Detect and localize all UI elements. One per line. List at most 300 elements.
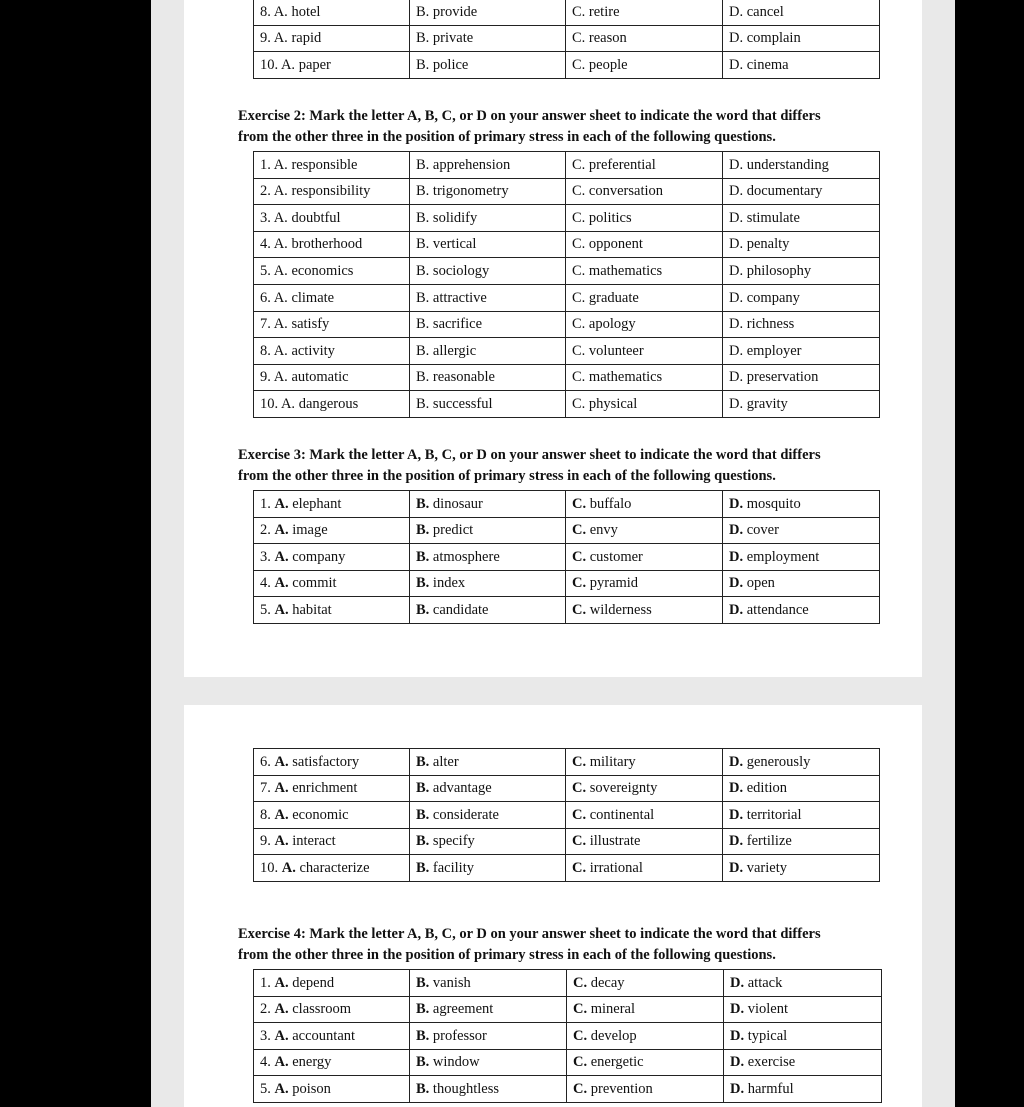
exercise1-table <box>253 0 880 79</box>
option-letter: B. <box>416 859 430 876</box>
option-letter: A. <box>280 395 296 412</box>
option-b-cell <box>410 855 566 882</box>
option-word: reason <box>588 30 627 47</box>
option-b-cell <box>410 52 566 79</box>
option-letter: A. <box>273 30 288 47</box>
option-word: envy <box>589 522 618 539</box>
option-letter: C. <box>573 1027 588 1044</box>
option-letter: D. <box>730 1080 745 1097</box>
option-letter: A. <box>274 833 289 850</box>
option-b-cell <box>410 802 566 829</box>
question-number: 8. <box>260 342 271 359</box>
question-number: 3. <box>260 209 271 226</box>
table-row <box>254 517 880 544</box>
option-c-cell <box>566 258 723 285</box>
option-a-cell <box>254 544 410 571</box>
option-letter: C. <box>573 974 588 991</box>
option-letter: B. <box>416 209 430 226</box>
option-letter: B. <box>416 289 430 306</box>
question-number: 1. <box>260 495 271 512</box>
option-word: typical <box>747 1027 788 1044</box>
question-number: 5. <box>260 601 271 618</box>
option-letter: B. <box>416 575 430 592</box>
option-a-cell <box>254 258 410 285</box>
question-number: 6. <box>260 753 271 770</box>
option-d-cell <box>723 258 880 285</box>
option-c-cell <box>567 970 724 997</box>
question-number: 2. <box>260 183 271 200</box>
option-word: brotherhood <box>291 236 363 253</box>
option-letter: C. <box>572 183 586 200</box>
option-letter: B. <box>416 316 430 333</box>
option-letter: C. <box>572 209 586 226</box>
table-row <box>254 258 880 285</box>
exercise4-heading: Exercise 4: Mark the letter A, B, C, or D on your answer sheet to indicate the word that differs from the other three in the position of primary stress in each of the following questions. <box>238 926 821 963</box>
option-b-cell <box>410 570 566 597</box>
option-d-cell <box>723 205 880 232</box>
option-word: considerate <box>432 806 499 823</box>
option-word: thoughtless <box>432 1080 499 1097</box>
option-a-cell <box>254 1023 410 1050</box>
option-letter: D. <box>729 236 744 253</box>
option-letter: A. <box>274 575 289 592</box>
option-word: energy <box>292 1054 332 1071</box>
question-number: 5. <box>260 262 271 279</box>
option-b-cell <box>410 284 566 311</box>
option-letter: B. <box>416 236 430 253</box>
option-a-cell <box>254 970 410 997</box>
table-row <box>254 802 880 829</box>
option-a-cell <box>254 597 410 624</box>
table-row <box>254 996 882 1023</box>
option-word: retire <box>588 3 620 20</box>
option-letter: B. <box>416 1054 430 1071</box>
option-b-cell <box>410 517 566 544</box>
option-word: advantage <box>432 780 492 797</box>
document-viewer[interactable] <box>151 0 955 1107</box>
option-letter: D. <box>729 369 744 386</box>
option-d-cell <box>724 996 882 1023</box>
option-letter: D. <box>729 342 744 359</box>
option-word: automatic <box>291 369 349 386</box>
exercise3-table-continued <box>253 748 880 882</box>
option-word: attack <box>747 974 783 991</box>
option-c-cell <box>566 855 723 882</box>
option-d-cell <box>723 364 880 391</box>
option-word: variety <box>746 859 787 876</box>
option-b-cell <box>410 364 566 391</box>
exercise3-heading: Exercise 3: Mark the letter A, B, C, or D on your answer sheet to indicate the word that differs from the other three in the position of primary stress in each of the following questions. <box>238 447 821 484</box>
option-letter: A. <box>273 156 288 173</box>
option-a-cell <box>254 828 410 855</box>
option-word: understanding <box>746 156 829 173</box>
option-a-cell <box>254 205 410 232</box>
option-letter: B. <box>416 522 430 539</box>
option-d-cell <box>723 491 880 518</box>
option-d-cell <box>723 597 880 624</box>
option-c-cell <box>566 284 723 311</box>
word-table <box>253 0 880 79</box>
option-a-cell <box>254 52 410 79</box>
option-letter: B. <box>416 369 430 386</box>
option-letter: B. <box>416 3 430 20</box>
question-number: 9. <box>260 30 271 47</box>
option-letter: B. <box>416 395 430 412</box>
option-letter: D. <box>729 262 744 279</box>
option-letter: B. <box>416 833 430 850</box>
option-word: cover <box>746 522 779 539</box>
option-letter: A. <box>274 1027 289 1044</box>
option-letter: C. <box>572 30 586 47</box>
option-c-cell <box>566 828 723 855</box>
option-word: graduate <box>588 289 639 306</box>
option-letter: B. <box>416 753 430 770</box>
option-word: commit <box>292 575 337 592</box>
option-a-cell <box>254 231 410 258</box>
option-letter: B. <box>416 1001 430 1018</box>
option-word: pyramid <box>589 575 639 592</box>
option-c-cell <box>566 570 723 597</box>
option-word: people <box>588 56 628 73</box>
option-word: mathematics <box>588 369 663 386</box>
option-letter: A. <box>274 753 289 770</box>
option-letter: A. <box>274 780 289 797</box>
option-word: attendance <box>746 601 809 618</box>
option-word: enrichment <box>292 780 358 797</box>
option-letter: A. <box>273 316 288 333</box>
option-a-cell <box>254 775 410 802</box>
option-a-cell <box>254 0 410 25</box>
table-row <box>254 1076 882 1103</box>
option-letter: C. <box>573 1001 588 1018</box>
option-word: depend <box>292 974 335 991</box>
option-a-cell <box>254 996 410 1023</box>
option-word: paper <box>298 56 331 73</box>
option-b-cell <box>410 828 566 855</box>
option-word: rapid <box>291 30 322 47</box>
option-letter: A. <box>274 548 289 565</box>
option-c-cell <box>566 544 723 571</box>
option-letter: A. <box>274 1054 289 1071</box>
option-word: opponent <box>588 236 643 253</box>
question-number: 8. <box>260 806 271 823</box>
question-number: 1. <box>260 974 271 991</box>
option-d-cell <box>723 178 880 205</box>
option-letter: D. <box>729 859 744 876</box>
option-letter: A. <box>274 495 289 512</box>
option-letter: D. <box>729 316 744 333</box>
option-c-cell <box>566 311 723 338</box>
option-a-cell <box>254 491 410 518</box>
option-letter: D. <box>729 806 744 823</box>
option-d-cell <box>723 391 880 418</box>
option-b-cell <box>410 311 566 338</box>
table-row <box>254 25 880 52</box>
option-letter: C. <box>572 56 586 73</box>
option-word: predict <box>432 522 474 539</box>
option-letter: D. <box>729 495 744 512</box>
option-d-cell <box>723 828 880 855</box>
question-number: 4. <box>260 1054 271 1071</box>
table-row <box>254 364 880 391</box>
option-d-cell <box>723 152 880 179</box>
option-b-cell <box>410 1076 567 1103</box>
exercise2-table <box>253 151 880 418</box>
option-word: solidify <box>432 209 478 226</box>
option-word: documentary <box>746 183 823 200</box>
option-a-cell <box>254 855 410 882</box>
option-letter: A. <box>273 183 288 200</box>
option-word: climate <box>291 289 335 306</box>
option-letter: A. <box>281 859 296 876</box>
option-d-cell <box>724 970 882 997</box>
question-number: 9. <box>260 369 271 386</box>
option-word: agreement <box>432 1001 494 1018</box>
word-table <box>253 969 882 1103</box>
option-b-cell <box>410 1049 567 1076</box>
option-letter: B. <box>416 56 430 73</box>
option-word: elephant <box>292 495 342 512</box>
table-row <box>254 338 880 365</box>
option-letter: B. <box>416 1080 430 1097</box>
option-letter: D. <box>729 780 744 797</box>
option-letter: B. <box>416 974 430 991</box>
option-letter: C. <box>572 316 586 333</box>
option-word: specify <box>432 833 475 850</box>
option-letter: D. <box>730 1027 745 1044</box>
option-d-cell <box>723 544 880 571</box>
option-letter: A. <box>274 1001 289 1018</box>
question-number: 10. <box>260 56 279 73</box>
option-d-cell <box>723 52 880 79</box>
option-letter: C. <box>572 3 586 20</box>
question-number: 4. <box>260 236 271 253</box>
option-c-cell <box>566 52 723 79</box>
option-word: interact <box>292 833 336 850</box>
option-c-cell <box>567 1023 724 1050</box>
option-a-cell <box>254 178 410 205</box>
option-word: conversation <box>588 183 664 200</box>
option-word: professor <box>432 1027 487 1044</box>
option-word: open <box>746 575 775 592</box>
option-d-cell <box>724 1023 882 1050</box>
table-row <box>254 828 880 855</box>
option-c-cell <box>566 25 723 52</box>
option-word: cancel <box>746 3 784 20</box>
option-letter: B. <box>416 495 430 512</box>
document-page-1 <box>184 0 922 677</box>
option-word: mosquito <box>746 495 801 512</box>
option-b-cell <box>410 775 566 802</box>
option-word: satisfy <box>291 316 330 333</box>
option-letter: C. <box>572 601 587 618</box>
option-letter: A. <box>274 522 289 539</box>
option-word: reasonable <box>432 369 495 386</box>
option-word: allergic <box>432 342 477 359</box>
option-letter: C. <box>572 262 586 279</box>
option-a-cell <box>254 338 410 365</box>
option-letter: D. <box>729 30 744 47</box>
option-letter: D. <box>729 753 744 770</box>
option-word: responsibility <box>291 183 371 200</box>
option-word: buffalo <box>589 495 632 512</box>
option-word: energetic <box>590 1054 644 1071</box>
option-letter: A. <box>274 601 289 618</box>
option-c-cell <box>566 231 723 258</box>
table-row <box>254 570 880 597</box>
option-word: richness <box>746 316 795 333</box>
option-word: classroom <box>292 1001 352 1018</box>
option-letter: C. <box>572 833 587 850</box>
option-c-cell <box>566 0 723 25</box>
option-b-cell <box>410 597 566 624</box>
option-word: continental <box>589 806 655 823</box>
option-word: fertilize <box>746 833 792 850</box>
option-word: gravity <box>746 395 788 412</box>
option-word: territorial <box>746 806 802 823</box>
option-a-cell <box>254 311 410 338</box>
option-b-cell <box>410 996 567 1023</box>
option-c-cell <box>566 152 723 179</box>
option-d-cell <box>723 855 880 882</box>
option-a-cell <box>254 152 410 179</box>
option-word: preferential <box>588 156 656 173</box>
option-word: volunteer <box>588 342 644 359</box>
option-word: mathematics <box>588 262 663 279</box>
option-letter: B. <box>416 548 430 565</box>
option-d-cell <box>723 311 880 338</box>
table-row <box>254 749 880 776</box>
question-number: 7. <box>260 780 271 797</box>
option-word: exercise <box>747 1054 796 1071</box>
table-row <box>254 855 880 882</box>
option-letter: B. <box>416 342 430 359</box>
question-number: 6. <box>260 289 271 306</box>
table-row <box>254 1023 882 1050</box>
word-table <box>253 748 880 882</box>
table-row <box>254 391 880 418</box>
option-letter: B. <box>416 1027 430 1044</box>
option-word: atmosphere <box>432 548 500 565</box>
option-word: activity <box>291 342 335 359</box>
table-row <box>254 152 880 179</box>
option-a-cell <box>254 25 410 52</box>
question-number: 3. <box>260 548 271 565</box>
option-a-cell <box>254 749 410 776</box>
option-word: satisfactory <box>292 753 360 770</box>
option-letter: D. <box>730 1054 745 1071</box>
option-letter: A. <box>280 56 296 73</box>
option-word: economic <box>292 806 349 823</box>
option-d-cell <box>724 1049 882 1076</box>
option-letter: A. <box>273 369 288 386</box>
table-row <box>254 205 880 232</box>
option-word: police <box>432 56 469 73</box>
option-d-cell <box>723 517 880 544</box>
option-letter: A. <box>273 3 288 20</box>
table-row <box>254 775 880 802</box>
option-word: responsible <box>291 156 358 173</box>
option-a-cell <box>254 284 410 311</box>
exercise2-heading: Exercise 2: Mark the letter A, B, C, or D on your answer sheet to indicate the word that differs from the other three in the position of primary stress in each of the following questions. <box>238 108 821 145</box>
option-c-cell <box>566 205 723 232</box>
option-letter: C. <box>572 753 587 770</box>
option-word: doubtful <box>291 209 341 226</box>
question-number: 2. <box>260 1001 271 1018</box>
table-row <box>254 1049 882 1076</box>
option-a-cell <box>254 391 410 418</box>
option-word: accountant <box>292 1027 356 1044</box>
option-b-cell <box>410 205 566 232</box>
question-number: 4. <box>260 575 271 592</box>
option-b-cell <box>410 391 566 418</box>
option-word: sovereignty <box>589 780 658 797</box>
option-letter: A. <box>273 236 288 253</box>
option-word: physical <box>588 395 638 412</box>
option-c-cell <box>566 775 723 802</box>
option-word: sacrifice <box>432 316 483 333</box>
option-word: prevention <box>590 1080 653 1097</box>
option-letter: C. <box>572 575 587 592</box>
option-word: military <box>589 753 636 770</box>
option-word: candidate <box>432 601 489 618</box>
option-letter: D. <box>729 56 744 73</box>
option-letter: B. <box>416 601 430 618</box>
question-number: 10. <box>260 395 279 412</box>
question-number: 8. <box>260 3 271 20</box>
option-letter: D. <box>729 209 744 226</box>
option-letter: C. <box>572 495 587 512</box>
option-d-cell <box>723 231 880 258</box>
option-letter: B. <box>416 262 430 279</box>
option-c-cell <box>566 364 723 391</box>
option-word: company <box>292 548 346 565</box>
option-b-cell <box>410 749 566 776</box>
option-b-cell <box>410 152 566 179</box>
option-word: dangerous <box>298 395 359 412</box>
option-letter: A. <box>273 342 288 359</box>
option-letter: A. <box>273 209 288 226</box>
option-letter: C. <box>572 522 587 539</box>
option-c-cell <box>566 178 723 205</box>
option-word: vanish <box>432 974 471 991</box>
option-letter: C. <box>572 548 587 565</box>
option-b-cell <box>410 178 566 205</box>
option-d-cell <box>723 775 880 802</box>
option-letter: D. <box>729 289 744 306</box>
option-word: economics <box>291 262 354 279</box>
table-row <box>254 970 882 997</box>
option-letter: C. <box>572 780 587 797</box>
option-d-cell <box>723 749 880 776</box>
option-word: mineral <box>590 1001 636 1018</box>
option-letter: D. <box>729 3 744 20</box>
option-letter: A. <box>273 262 288 279</box>
option-d-cell <box>723 284 880 311</box>
option-letter: A. <box>273 289 288 306</box>
option-letter: C. <box>572 806 587 823</box>
option-b-cell <box>410 231 566 258</box>
option-b-cell <box>410 491 566 518</box>
option-letter: D. <box>729 156 744 173</box>
option-letter: B. <box>416 156 430 173</box>
option-word: successful <box>432 395 493 412</box>
table-row <box>254 311 880 338</box>
option-letter: D. <box>729 548 744 565</box>
option-c-cell <box>566 749 723 776</box>
option-word: complain <box>746 30 801 47</box>
option-word: window <box>432 1054 480 1071</box>
